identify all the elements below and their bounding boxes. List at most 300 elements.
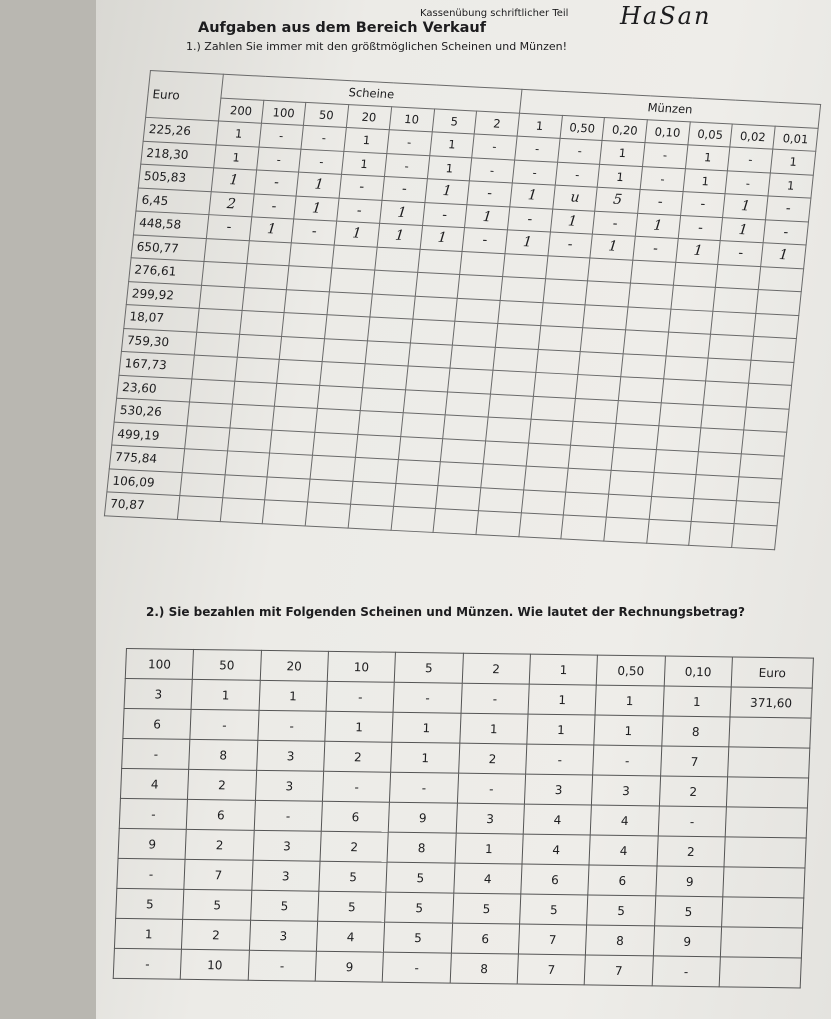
count-cell: -: [678, 215, 723, 241]
euro-amount: 759,30: [121, 328, 196, 355]
euro-amount: 70,87: [104, 492, 179, 519]
count-cell: [536, 349, 581, 375]
count-cell: [400, 413, 445, 439]
count-cell: -: [728, 147, 773, 173]
euro-amount: 106,09: [107, 468, 182, 495]
count-cell: 5: [520, 894, 589, 925]
count-cell: [585, 281, 630, 307]
count-cell: [225, 451, 270, 477]
denomination-header: 0,02: [730, 124, 775, 150]
count-cell: [263, 500, 308, 526]
count-cell: [749, 360, 794, 386]
count-cell: [232, 381, 277, 407]
count-cell: 10: [181, 949, 250, 980]
count-cell: [282, 313, 327, 339]
count-cell: 3: [524, 774, 593, 805]
task1-instruction: 1.) Zahlen Sie immer mit den größtmöglichen Scheinen und Münzen!: [186, 40, 568, 53]
count-cell: 3: [249, 920, 318, 951]
count-cell: 1: [214, 144, 259, 170]
count-cell: 1: [379, 200, 424, 226]
count-cell: 1: [114, 918, 183, 949]
count-cell: 2: [188, 769, 257, 800]
count-cell: 3: [592, 775, 661, 806]
euro-amount: 499,19: [112, 422, 187, 449]
count-cell: 1: [465, 204, 510, 230]
euro-amount: 650,77: [131, 234, 206, 261]
count-cell: 1: [342, 151, 387, 177]
count-cell: -: [548, 232, 593, 258]
euro-amount: 505,83: [138, 164, 213, 191]
count-cell: -: [555, 162, 600, 188]
count-cell: [545, 255, 590, 281]
count-cell: [247, 240, 292, 266]
count-cell: [521, 489, 566, 515]
change-table: [94, 70, 821, 642]
count-cell: 1: [191, 679, 260, 710]
count-cell: [287, 266, 332, 292]
count-cell: [438, 462, 483, 488]
count-cell: [654, 449, 699, 475]
count-cell: -: [461, 683, 530, 714]
euro-total-cell: [723, 867, 805, 898]
count-cell: 1: [211, 168, 256, 194]
count-cell: 1: [294, 196, 339, 222]
count-cell: [668, 309, 713, 335]
count-cell: [289, 242, 334, 268]
count-cell: [320, 362, 365, 388]
denomination-header: 20: [346, 104, 391, 130]
count-cell: [689, 521, 734, 547]
count-cell: 1: [459, 713, 528, 744]
count-cell: 5: [654, 896, 723, 927]
count-cell: [284, 289, 329, 315]
count-cell: -: [119, 798, 188, 829]
denomination-header: 0,50: [597, 655, 666, 686]
count-cell: [659, 402, 704, 428]
count-cell: 5: [587, 895, 656, 926]
count-cell: 4: [316, 921, 385, 952]
count-cell: 1: [425, 179, 470, 205]
count-cell: [280, 336, 325, 362]
count-cell: -: [254, 800, 323, 831]
count-cell: 6: [521, 864, 590, 895]
count-cell: [412, 296, 457, 322]
count-cell: [242, 287, 287, 313]
count-cell: [450, 345, 495, 371]
count-cell: 1: [455, 833, 524, 864]
count-cell: [204, 238, 249, 264]
count-cell: -: [638, 189, 683, 215]
denomination-header: 0,01: [773, 126, 818, 152]
count-cell: 3: [251, 860, 320, 891]
count-cell: -: [383, 952, 452, 983]
denomination-header: 20: [260, 650, 329, 681]
count-cell: 9: [118, 828, 187, 859]
count-cell: -: [725, 170, 770, 196]
count-cell: [709, 334, 754, 360]
count-cell: 1: [683, 168, 728, 194]
count-cell: 8: [586, 925, 655, 956]
denomination-header: 100: [125, 649, 194, 680]
count-cell: [651, 473, 696, 499]
count-cell: -: [680, 192, 725, 218]
count-cell: 4: [522, 834, 591, 865]
count-cell: [713, 287, 758, 313]
count-cell: 5: [318, 891, 387, 922]
count-cell: 1: [598, 164, 643, 190]
count-cell: 5: [183, 889, 252, 920]
count-cell: 8: [661, 716, 730, 747]
count-cell: -: [113, 948, 182, 979]
denomination-header: 0,05: [688, 121, 733, 147]
euro-total-cell: [720, 927, 802, 958]
count-cell: [187, 402, 232, 428]
count-cell: 3: [256, 740, 325, 771]
count-cell: [647, 519, 692, 545]
count-cell: [495, 323, 540, 349]
count-cell: [581, 328, 626, 354]
euro-amount: 276,61: [129, 258, 204, 285]
count-cell: 9: [655, 866, 724, 897]
count-cell: -: [640, 166, 685, 192]
count-cell: [692, 498, 737, 524]
count-cell: [739, 453, 784, 479]
count-cell: 1: [344, 128, 389, 154]
count-cell: [488, 394, 533, 420]
count-cell: [656, 426, 701, 452]
count-cell: [332, 245, 377, 271]
count-cell: [611, 447, 656, 473]
count-cell: [268, 453, 313, 479]
count-cell: [576, 375, 621, 401]
count-cell: [448, 368, 493, 394]
count-cell: [604, 517, 649, 543]
count-cell: 2: [458, 743, 527, 774]
count-cell: [663, 355, 708, 381]
count-cell: -: [515, 136, 560, 162]
count-cell: [457, 274, 502, 300]
denomination-header: 10: [327, 651, 396, 682]
count-cell: 1: [427, 155, 472, 181]
euro-total-cell: [728, 747, 810, 778]
count-cell: [478, 487, 523, 513]
count-cell: [571, 421, 616, 447]
count-cell: 4: [591, 805, 660, 836]
count-cell: 1: [771, 149, 816, 175]
denomination-header: 1: [529, 654, 598, 685]
count-cell: -: [254, 170, 299, 196]
count-cell: 5: [595, 187, 640, 213]
count-cell: 1: [325, 711, 394, 742]
count-cell: [441, 438, 486, 464]
count-cell: [583, 304, 628, 330]
student-name: HaSan: [620, 2, 712, 30]
euro-header: Euro: [146, 71, 224, 122]
count-cell: 7: [184, 859, 253, 890]
payment-table-grid: [113, 648, 814, 988]
count-cell: -: [658, 806, 727, 837]
count-cell: [445, 391, 490, 417]
count-cell: 2: [320, 831, 389, 862]
count-cell: 3: [255, 770, 324, 801]
count-cell: [503, 253, 548, 279]
count-cell: [192, 355, 237, 381]
count-cell: [405, 366, 450, 392]
count-cell: [315, 408, 360, 434]
count-cell: -: [393, 682, 462, 713]
count-cell: [618, 377, 663, 403]
count-cell: -: [322, 771, 391, 802]
count-cell: [395, 460, 440, 486]
count-cell: [322, 338, 367, 364]
count-cell: -: [301, 125, 346, 151]
euro-amount: 18,07: [124, 305, 199, 332]
euro-amount: 23,60: [117, 375, 192, 402]
count-cell: [626, 306, 671, 332]
count-cell: [398, 436, 443, 462]
count-cell: [177, 496, 222, 522]
count-cell: 1: [334, 221, 379, 247]
count-cell: 2: [185, 829, 254, 860]
count-cell: -: [248, 950, 317, 981]
count-cell: -: [472, 134, 517, 160]
count-cell: 1: [768, 173, 813, 199]
count-cell: -: [467, 181, 512, 207]
count-cell: [393, 483, 438, 509]
count-cell: -: [557, 138, 602, 164]
count-cell: [649, 496, 694, 522]
count-cell: -: [251, 193, 296, 219]
count-cell: [443, 415, 488, 441]
count-cell: -: [292, 219, 337, 245]
count-cell: [367, 317, 412, 343]
count-cell: [540, 302, 585, 328]
count-cell: [182, 449, 227, 475]
count-cell: 6: [451, 923, 520, 954]
change-table-grid: [104, 70, 821, 550]
count-cell: 1: [676, 238, 721, 264]
count-cell: -: [718, 241, 763, 267]
count-cell: -: [390, 772, 459, 803]
denomination-header: 0,20: [602, 117, 647, 143]
count-cell: 2: [324, 741, 393, 772]
count-cell: [370, 294, 415, 320]
euro-amount: 218,30: [141, 141, 216, 168]
count-cell: [227, 427, 272, 453]
euro-total-cell: [726, 777, 808, 808]
count-cell: 1: [527, 714, 596, 745]
denomination-header: 0,10: [664, 656, 733, 687]
count-cell: [270, 430, 315, 456]
count-cell: -: [766, 196, 811, 222]
count-cell: 1: [721, 217, 766, 243]
count-cell: [737, 477, 782, 503]
count-cell: 1: [377, 223, 422, 249]
denomination-header: 200: [219, 98, 264, 124]
count-cell: [372, 270, 417, 296]
count-cell: [756, 290, 801, 316]
count-cell: [275, 383, 320, 409]
worksheet-subtitle: Kassenübung schriftlicher Teil: [420, 8, 569, 19]
count-cell: 7: [660, 746, 729, 777]
count-cell: 1: [600, 140, 645, 166]
euro-amount: 775,84: [109, 445, 184, 472]
count-cell: [180, 472, 225, 498]
count-cell: 9: [315, 951, 384, 982]
count-cell: -: [593, 745, 662, 776]
count-cell: [614, 424, 659, 450]
count-cell: 5: [384, 922, 453, 953]
count-cell: 1: [505, 230, 550, 256]
count-cell: [272, 406, 317, 432]
count-cell: [673, 262, 718, 288]
count-cell: -: [633, 236, 678, 262]
euro-amount: 448,58: [134, 211, 209, 238]
count-cell: [222, 474, 267, 500]
count-cell: [573, 398, 618, 424]
count-cell: -: [422, 202, 467, 228]
count-cell: [230, 404, 275, 430]
count-cell: -: [337, 198, 382, 224]
count-cell: [754, 313, 799, 339]
count-cell: 1: [420, 225, 465, 251]
count-cell: 1: [391, 742, 460, 773]
count-cell: [694, 475, 739, 501]
count-cell: [661, 379, 706, 405]
count-cell: -: [512, 160, 557, 186]
euro-amount: 299,92: [126, 281, 201, 308]
count-cell: [483, 440, 528, 466]
count-cell: [531, 396, 576, 422]
denomination-header: 2: [474, 111, 519, 137]
count-cell: [235, 357, 280, 383]
count-cell: [526, 443, 571, 469]
count-cell: [528, 419, 573, 445]
count-cell: 1: [259, 680, 328, 711]
count-cell: -: [470, 157, 515, 183]
count-cell: [568, 445, 613, 471]
count-cell: [734, 500, 779, 526]
count-cell: [453, 321, 498, 347]
count-cell: 1: [297, 172, 342, 198]
count-cell: [410, 319, 455, 345]
count-cell: [433, 509, 478, 535]
count-cell: [630, 260, 675, 286]
count-cell: [310, 455, 355, 481]
count-cell: 7: [518, 924, 587, 955]
count-cell: [623, 330, 668, 356]
count-cell: 6: [588, 865, 657, 896]
scheine-header: Scheine: [221, 74, 522, 113]
count-cell: [194, 332, 239, 358]
count-cell: [490, 370, 535, 396]
denomination-header: 5: [432, 108, 477, 134]
count-cell: [391, 506, 436, 532]
count-cell: [350, 481, 395, 507]
count-cell: 1: [392, 712, 461, 743]
count-cell: [460, 251, 505, 277]
count-cell: [403, 389, 448, 415]
count-cell: -: [763, 219, 808, 245]
count-cell: [265, 476, 310, 502]
count-cell: 2: [657, 836, 726, 867]
count-cell: [327, 291, 372, 317]
count-cell: [666, 332, 711, 358]
count-cell: 9: [389, 802, 458, 833]
count-cell: [277, 359, 322, 385]
denomination-header: 0,50: [560, 115, 605, 141]
count-cell: 7: [517, 954, 586, 985]
count-cell: -: [206, 215, 251, 241]
count-cell: [375, 247, 420, 273]
count-cell: 5: [319, 861, 388, 892]
count-cell: 1: [595, 685, 664, 716]
count-cell: [355, 434, 400, 460]
count-cell: [746, 383, 791, 409]
count-cell: 4: [589, 835, 658, 866]
worksheet-title: Aufgaben aus dem Bereich Verkauf: [198, 20, 487, 36]
count-cell: 3: [253, 830, 322, 861]
count-cell: [744, 407, 789, 433]
count-cell: [358, 411, 403, 437]
count-cell: [481, 464, 526, 490]
count-cell: [360, 387, 405, 413]
count-cell: [751, 336, 796, 362]
count-cell: [363, 364, 408, 390]
count-cell: 1: [761, 243, 806, 269]
count-cell: 1: [590, 234, 635, 260]
count-cell: [244, 264, 289, 290]
count-cell: [758, 266, 803, 292]
count-cell: 9: [653, 926, 722, 957]
count-cell: [330, 268, 375, 294]
denomination-header: 10: [389, 106, 434, 132]
count-cell: [408, 343, 453, 369]
count-cell: [415, 272, 460, 298]
count-cell: [500, 277, 545, 303]
count-cell: [699, 428, 744, 454]
count-cell: 1: [663, 686, 732, 717]
denomination-header: 50: [304, 102, 349, 128]
count-cell: [533, 372, 578, 398]
count-cell: [348, 504, 393, 530]
euro-total-cell: [719, 957, 801, 988]
count-cell: 1: [594, 715, 663, 746]
count-cell: 6: [187, 799, 256, 830]
count-cell: [237, 334, 282, 360]
count-cell: [476, 511, 521, 537]
count-cell: 6: [123, 708, 192, 739]
count-cell: -: [258, 710, 327, 741]
count-cell: [706, 358, 751, 384]
count-cell: -: [387, 130, 432, 156]
euro-total-cell: [722, 897, 804, 928]
count-cell: 1: [429, 132, 474, 158]
count-cell: 5: [116, 888, 185, 919]
count-cell: -: [190, 709, 259, 740]
count-cell: [696, 451, 741, 477]
count-cell: 8: [189, 739, 258, 770]
count-cell: [671, 285, 716, 311]
count-cell: [742, 430, 787, 456]
count-cell: 8: [387, 832, 456, 863]
denomination-header: Euro: [731, 657, 813, 688]
count-cell: -: [593, 211, 638, 237]
denomination-header: 5: [395, 652, 464, 683]
count-cell: 3: [456, 803, 525, 834]
count-cell: 5: [385, 892, 454, 923]
euro-total-cell: [724, 837, 806, 868]
